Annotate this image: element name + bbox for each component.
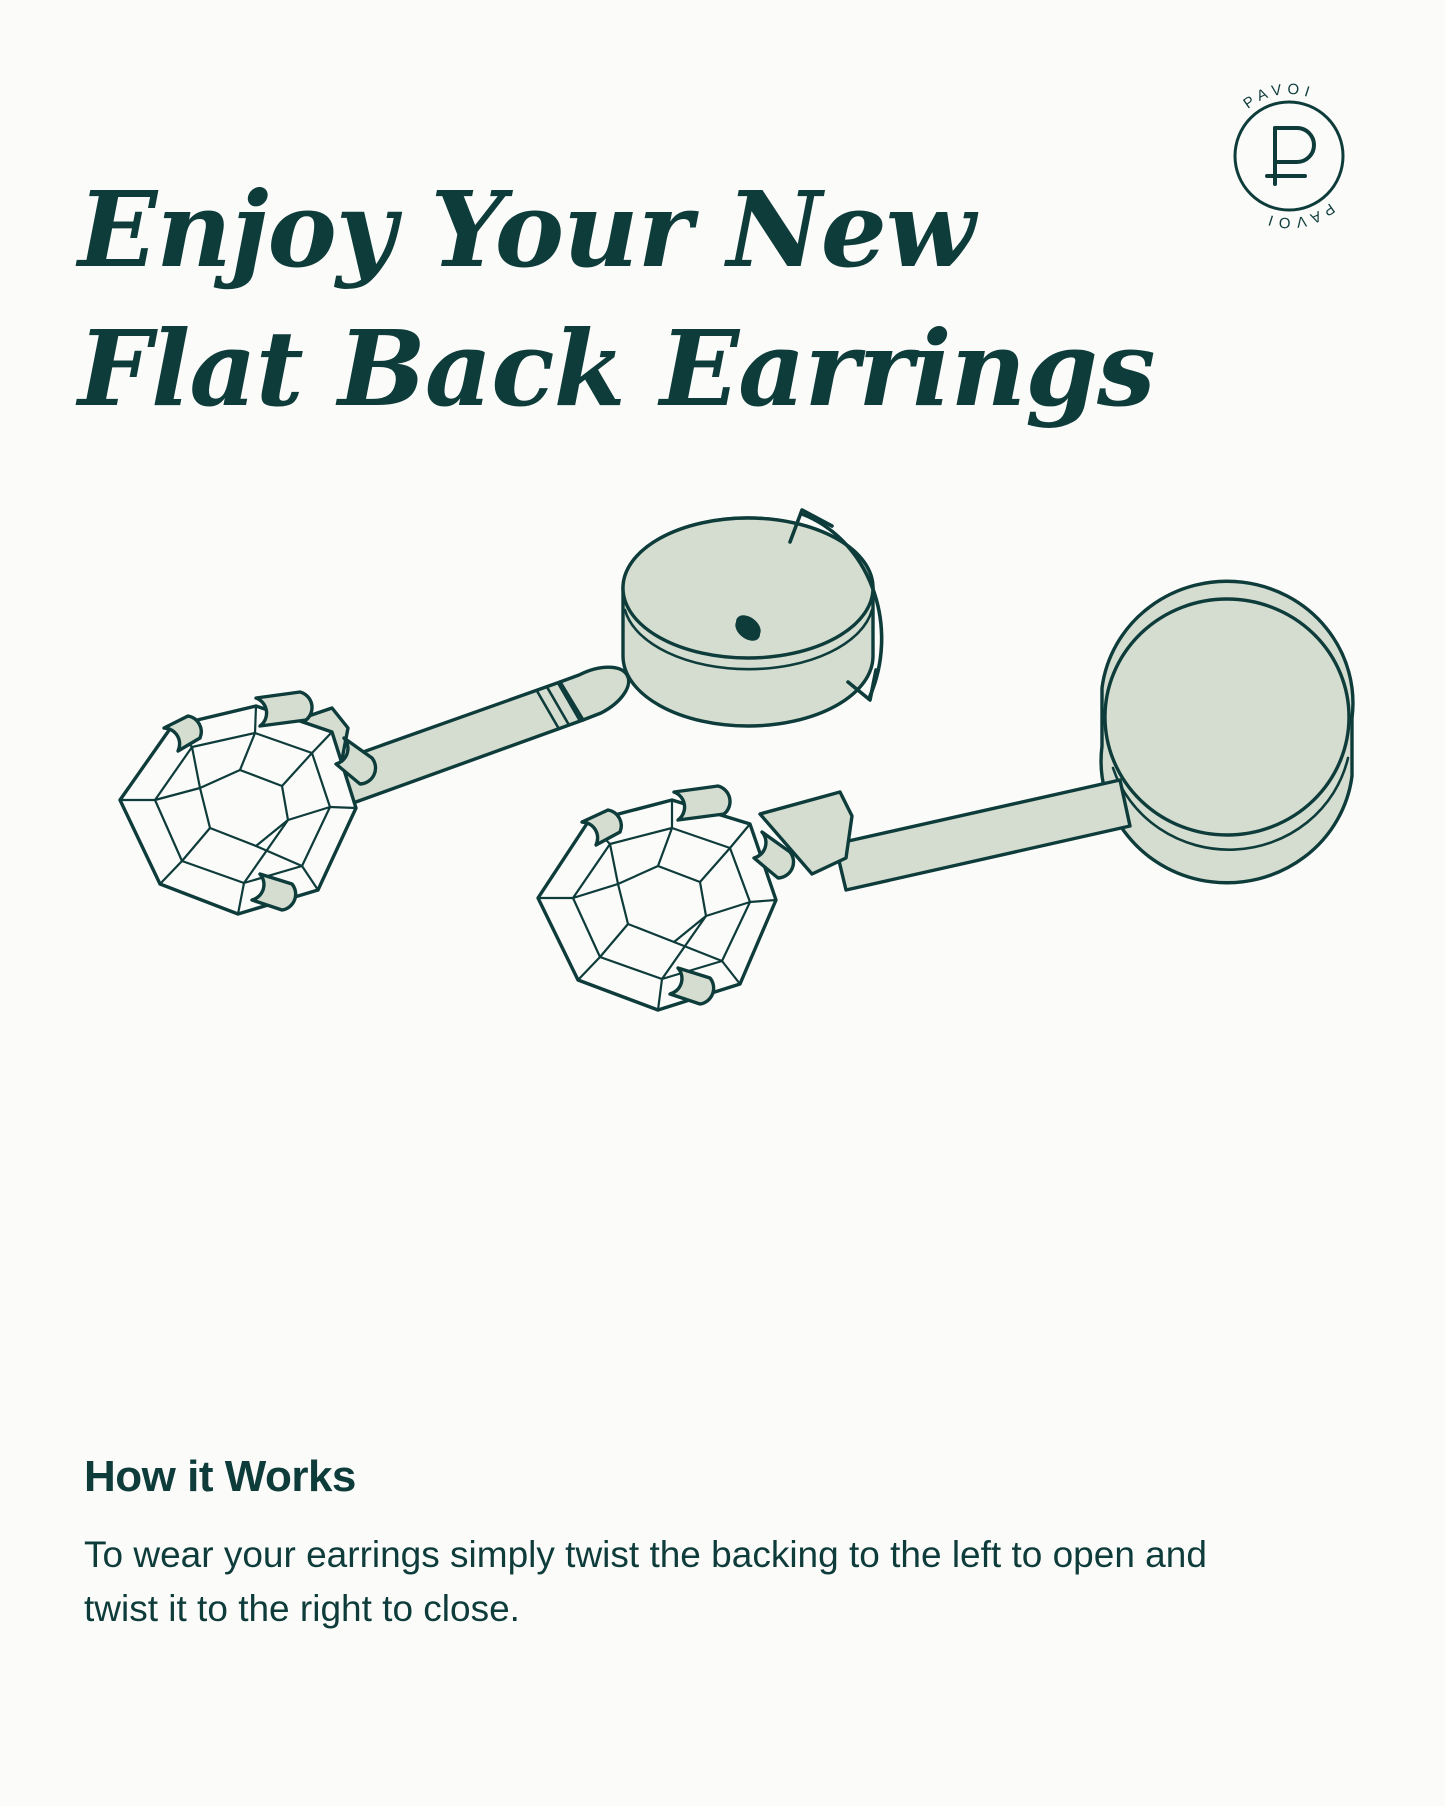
svg-text:PAVOI (1262, 200, 1338, 232)
earring-diagram (60, 470, 1390, 1170)
page-title-line-2: Flat Back Earrings (78, 306, 1155, 430)
how-it-works-heading: How it Works (84, 1452, 356, 1501)
gemstone-right (538, 800, 776, 1010)
how-it-works-section (84, 1452, 1234, 1635)
logo-ring-text-bottom: PAVOI (1261, 199, 1338, 232)
gemstone-left (120, 706, 356, 914)
svg-text:PAVOI (1240, 81, 1316, 113)
brand-logo (1205, 72, 1373, 240)
page-title-line-1: Enjoy Your New (78, 167, 975, 291)
flat-back-disc (623, 518, 873, 726)
how-it-works-body: To wear your earrings simply twist the backing to the left to open and twist it to the right to close. (84, 1534, 1207, 1629)
logo-ring-text-top: PAVOI (1240, 80, 1317, 113)
page-title (78, 162, 1155, 436)
